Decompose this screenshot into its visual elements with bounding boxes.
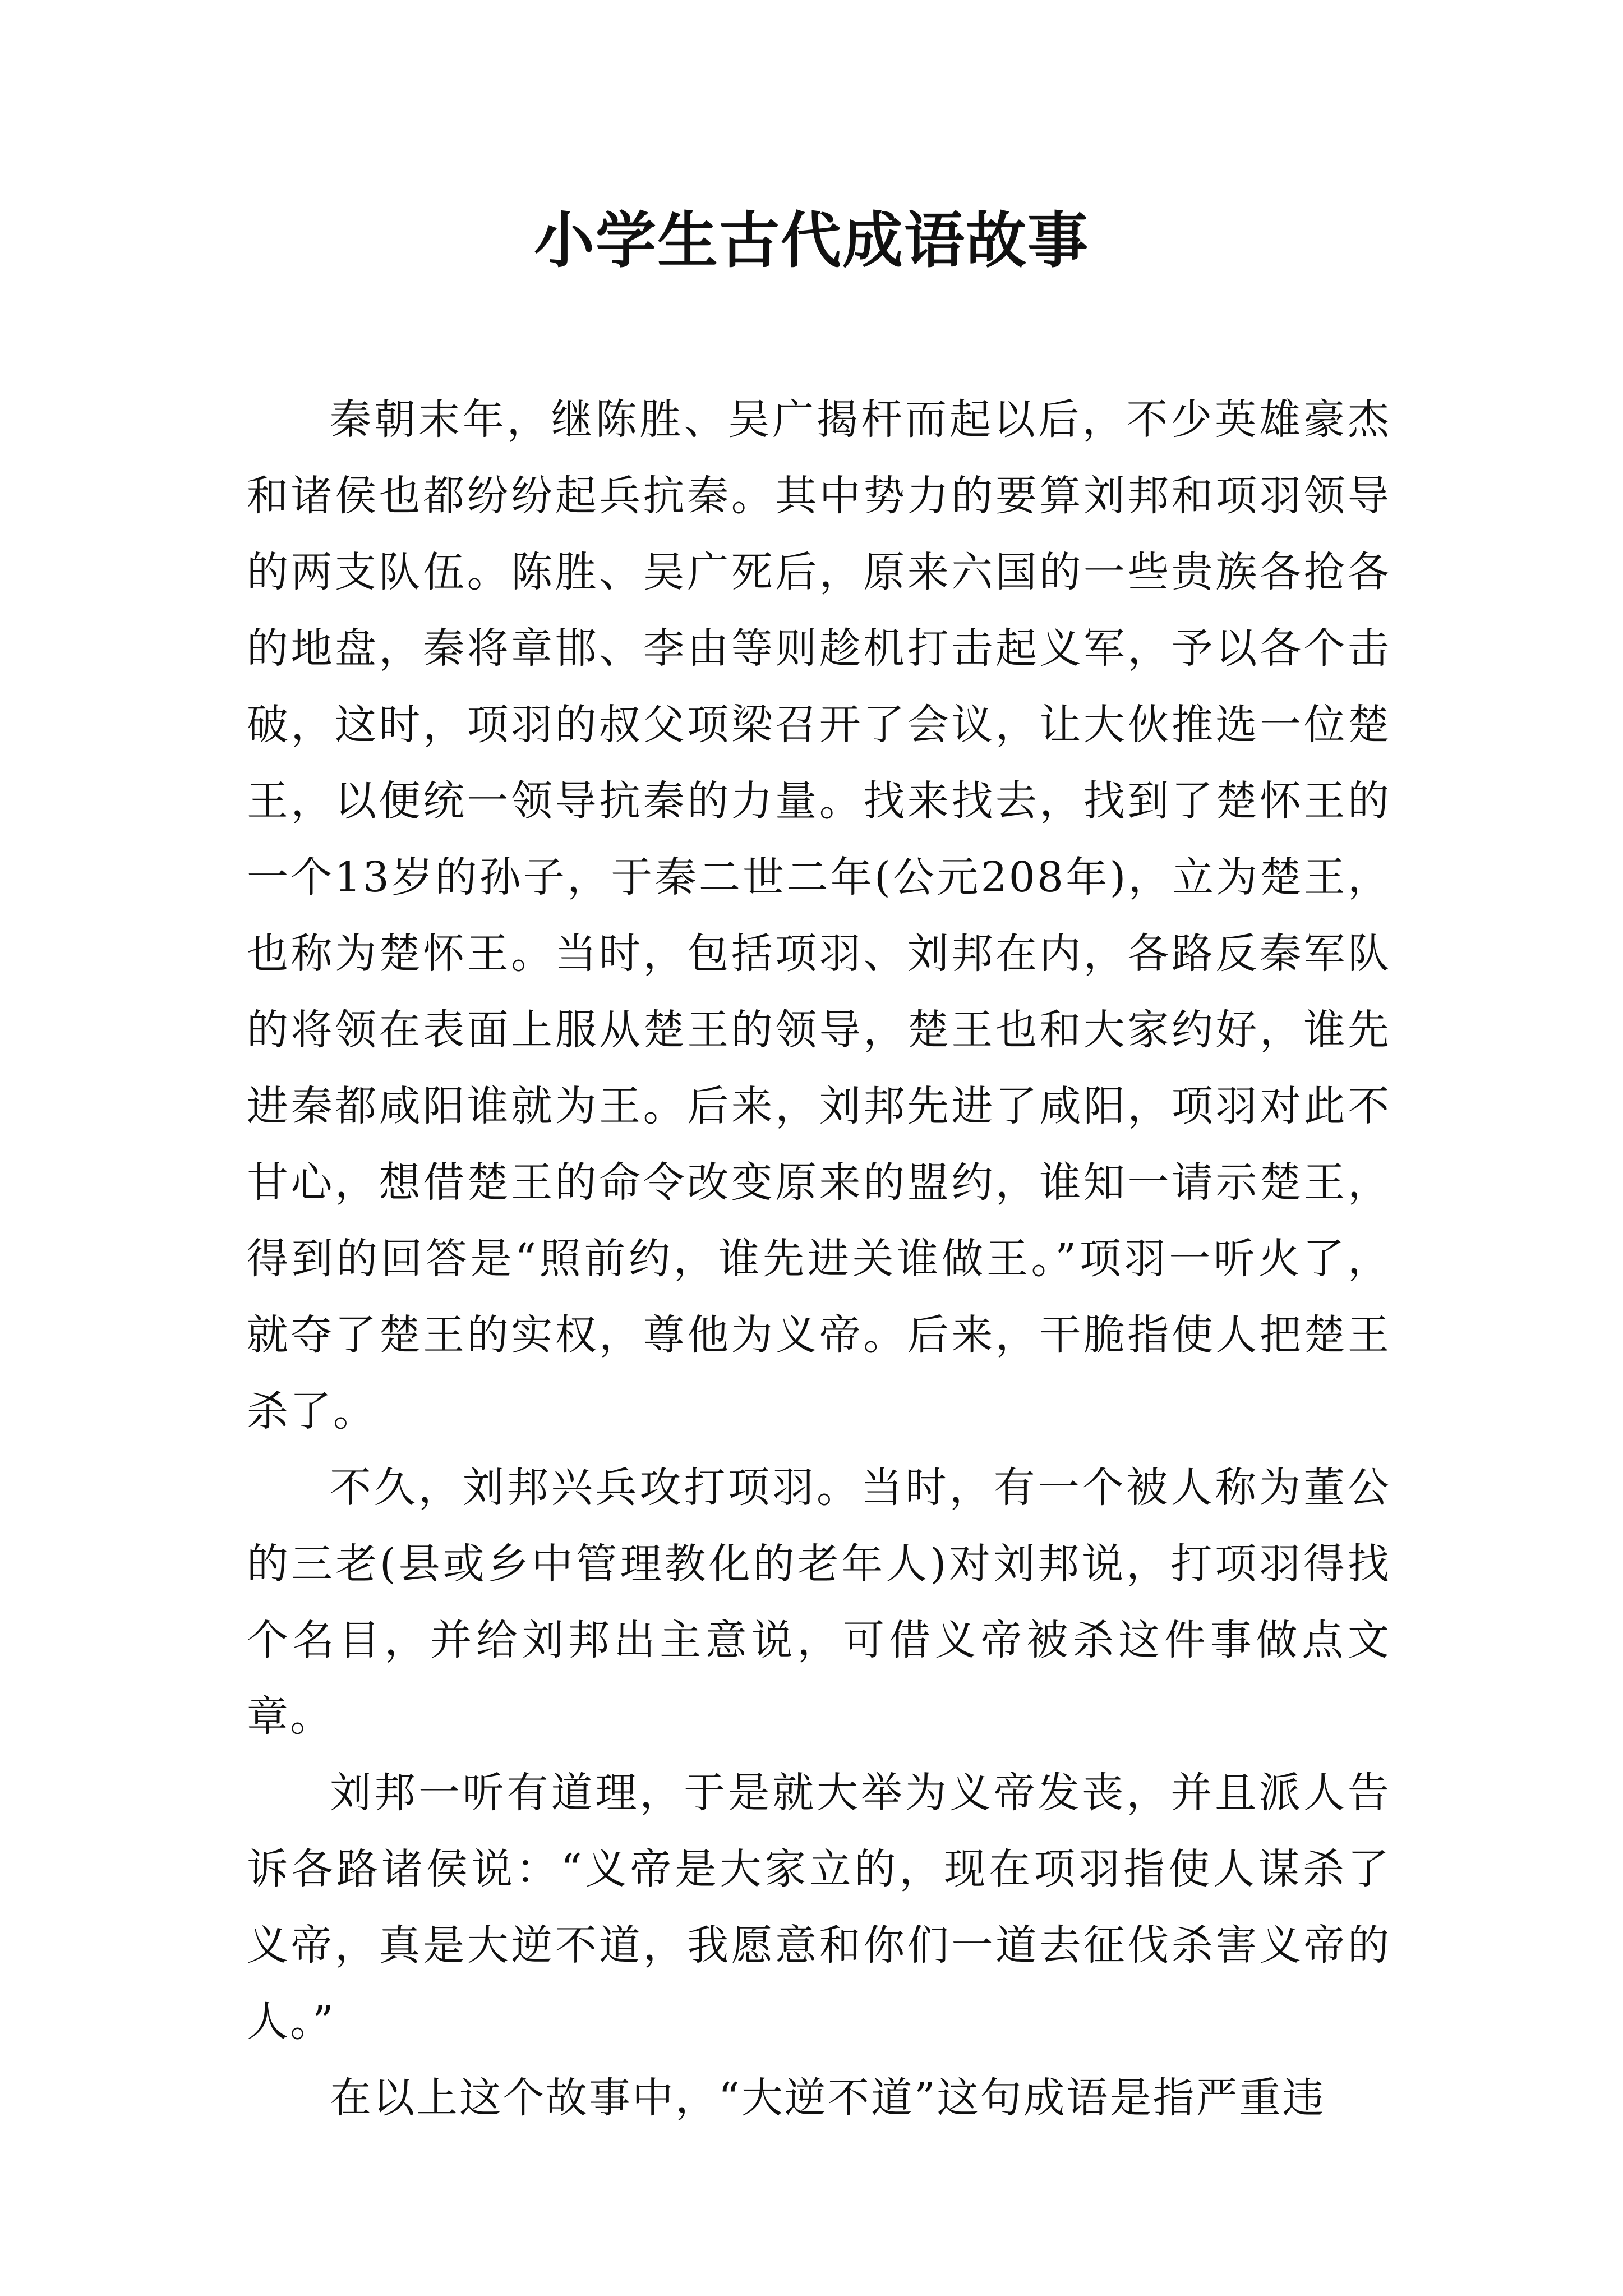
document-title: 小学生古代成语故事 <box>533 206 1089 276</box>
paragraph-3: 刘邦一听有道理，于是就大举为义帝发丧，并且派人告诉各路诸侯说：“义帝是大家立的，现在项羽指使人谋杀了义帝，真是大逆不道，我愿意和你们一道去征伐杀害义帝的人。” <box>247 1769 1391 2046</box>
paragraph-1: 秦朝末年，继陈胜、吴广揭杆而起以后，不少英雄豪杰和诸侯也都纷纷起兵抗秦。其中势力的要算刘邦和项羽领导的两支队伍。陈胜、吴广死后，原来六国的一些贵族各抢各的地盘，秦将章邯、李由等则趁机打击起义军，予以各个击破，这时，项羽的叔父项梁召开了会议，让大伙推选一位楚王，以便统一领导抗秦的力量。找来找去，找到了楚怀王的一个13岁的孙子，于秦二世二年(公元208年)，立为楚王，也称为楚怀王。当时，包括项羽、刘邦在内，各路反秦军队的将领在表面上服从楚王的领导，楚王也和大家约好，谁先进秦都咸阳谁就为王。后来，刘邦先进了咸阳，项羽对此不甘心，想借楚王的命令改变原来的盟约，谁知一请示楚王，得到的回答是“照前约，谁先进关谁做王。”项羽一听火了，就夺了楚王的实权，尊他为义帝。后来，干脆指使人把楚王杀了。 <box>247 395 1391 1435</box>
document-body <box>247 381 1391 2136</box>
paragraph-4: 在以上这个故事中，“大逆不道”这句成语是指严重违 <box>330 2074 1326 2122</box>
paragraph-2: 不久，刘邦兴兵攻打项羽。当时，有一个被人称为董公的三老(县或乡中管理教化的老年人)对刘邦说，打项羽得找个名目，并给刘邦出主意说，可借义帝被杀这件事做点文章。 <box>247 1464 1391 1741</box>
